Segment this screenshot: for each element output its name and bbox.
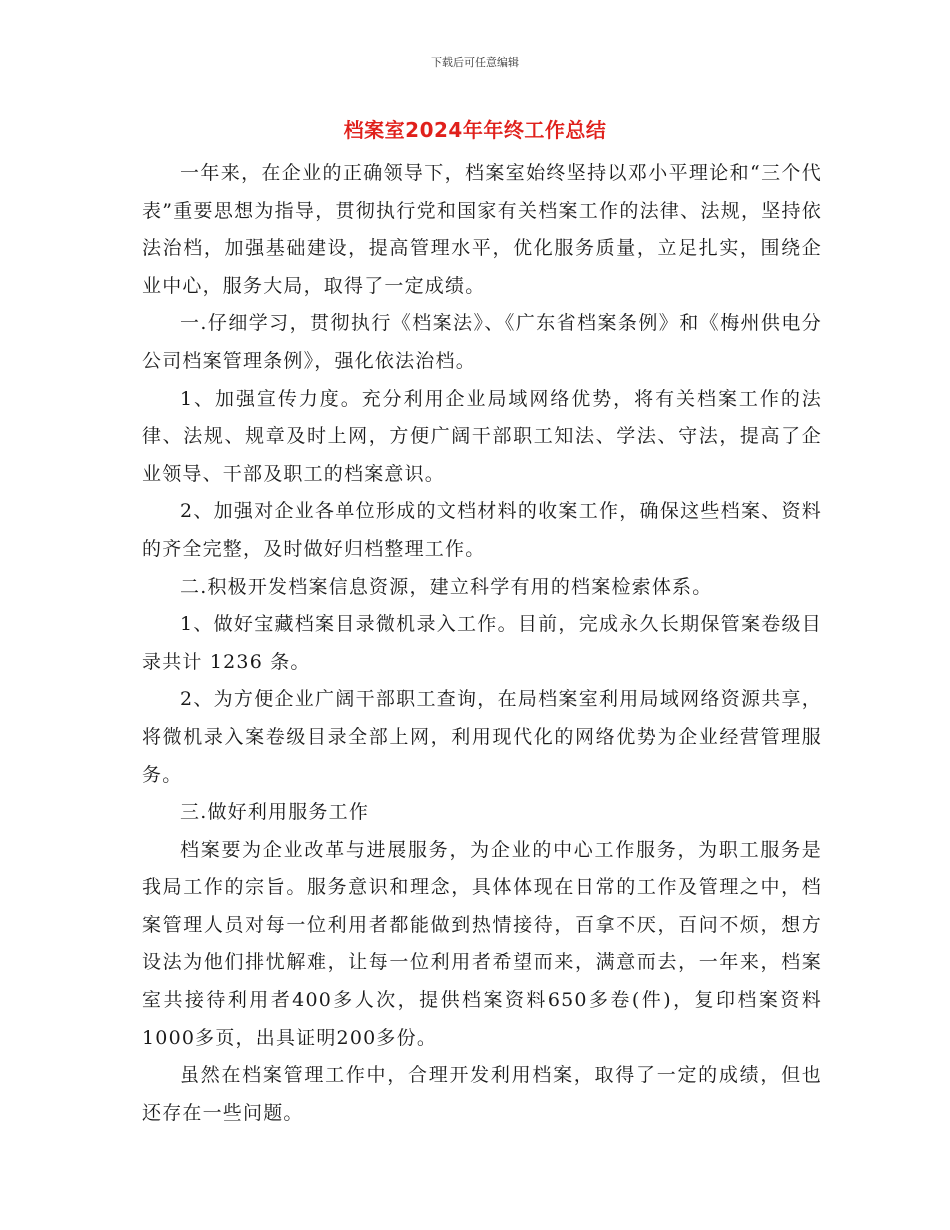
paragraph: 一.仔细学习，贯彻执行《档案法》、《广东省档案条例》和《梅州供电分公司档案管理条例》，强化依法治档。 (142, 312, 822, 372)
paragraph: 虽然在档案管理工作中，合理开发利用档案，取得了一定的成绩，但也还存在一些问题。 (142, 1064, 822, 1124)
paragraph: 一年来，在企业的正确领导下，档案室始终坚持以邓小平理论和“三个代表”重要思想为指导，贯彻执行党和国家有关档案工作的法律、法规，坚持依法治档，加强基础建设，提高管理水平，优化服务质量，立足扎实，围绕企业中心，服务大局，取得了一定成绩。 (142, 162, 822, 297)
document-body (142, 155, 822, 1132)
header-note: 下载后可任意编辑 (431, 56, 519, 69)
document-title: 档案室2024年年终工作总结 (343, 118, 607, 142)
paragraph: 1、做好宝藏档案目录微机录入工作。目前，完成永久长期保管案卷级目录共计 1236 条。 (142, 613, 822, 673)
paragraph: 三.做好利用服务工作 (180, 801, 370, 824)
paragraph: 二.积极开发档案信息资源，建立科学有用的档案检索体系。 (180, 575, 713, 598)
paragraph: 2、为方便企业广阔干部职工查询，在局档案室利用局域网络资源共享，将微机录入案卷级目录全部上网，利用现代化的网络优势为企业经营管理服务。 (142, 688, 822, 786)
paragraph: 1、加强宣传力度。充分利用企业局域网络优势，将有关档案工作的法律、法规、规章及时上网，方便广阔干部职工知法、学法、守法，提高了企业领导、干部及职工的档案意识。 (142, 387, 822, 485)
paragraph: 2、加强对企业各单位形成的文档材料的收案工作，确保这些档案、资料的齐全完整，及时做好归档整理工作。 (142, 500, 822, 560)
paragraph: 档案要为企业改革与进展服务，为企业的中心工作服务，为职工服务是我局工作的宗旨。服务意识和理念，具体体现在日常的工作及管理之中，档案管理人员对每一位利用者都能做到热情接待，百拿不厌，百问不烦，想方设法为他们排忧解难，让每一位利用者希望而来，满意而去，一年来，档案室共接待利用者400多人次，提供档案资料650多卷(件)，复印档案资料1000多页，出具证明200多份。 (142, 838, 822, 1049)
